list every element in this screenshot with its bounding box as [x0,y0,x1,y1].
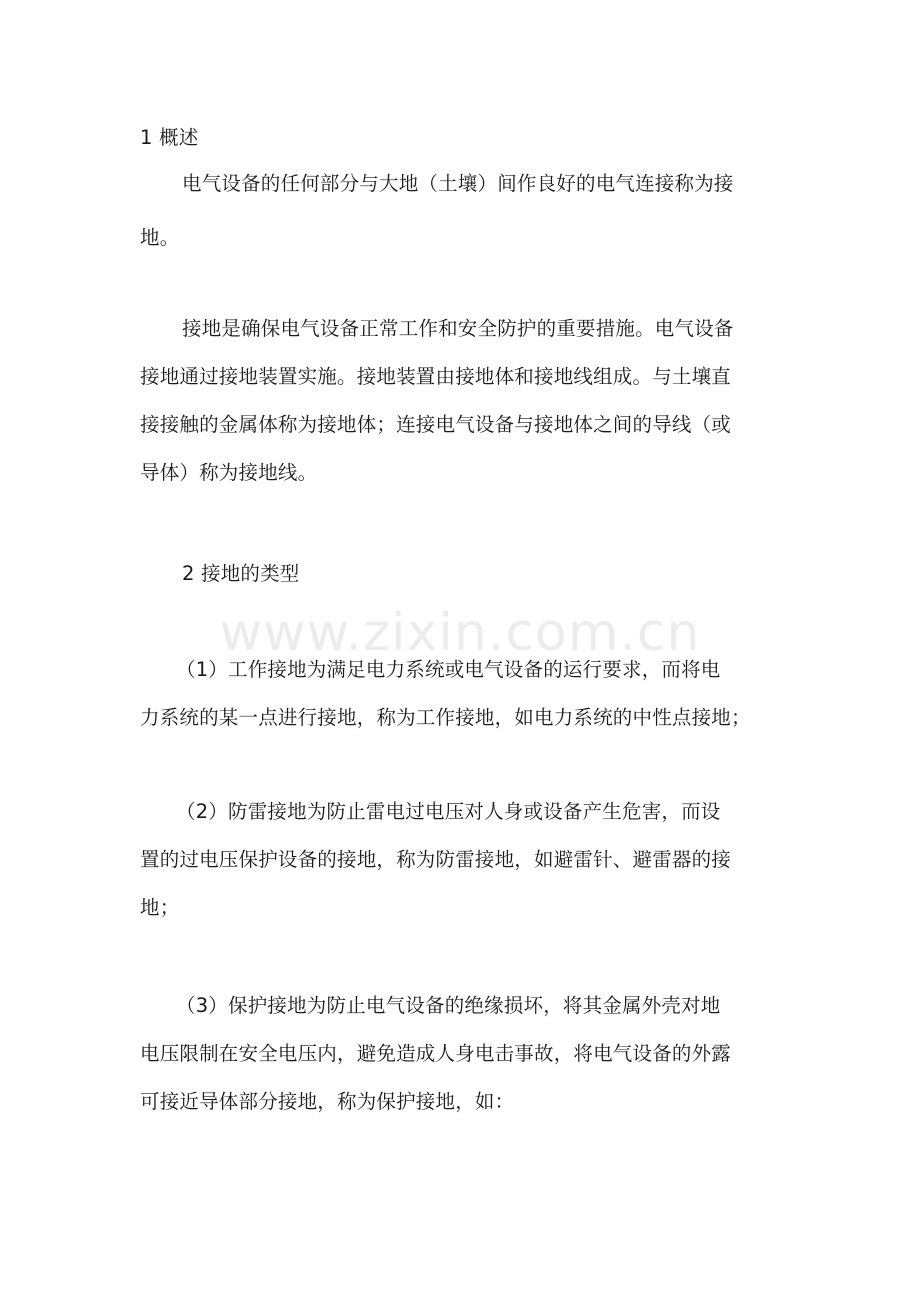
list-item-line: （3）保护接地为防止电气设备的绝缘损坏，将其金属外壳对地 [176,994,721,1017]
paragraph-line: 地。 [140,226,180,249]
watermark: www.zixin.com.cn [219,603,701,663]
list-item-line: 地； [140,896,180,919]
paragraph-line: 接地通过接地装置实施。接地装置由接地体和接地线组成。与土壤直 [140,365,732,388]
list-item-line: 置的过电压保护设备的接地，称为防雷接地，如避雷针、避雷器的接 [140,848,732,871]
list-item-line: （1）工作接地为满足电力系统或电气设备的运行要求，而将电 [176,658,721,681]
paragraph-line: 接地是确保电气设备正常工作和安全防护的重要措施。电气设备 [182,317,734,340]
list-item-line: 电压限制在安全电压内，避免造成人身电击事故，将电气设备的外露 [140,1042,732,1065]
section-heading-overview: 1 概述 [140,126,199,149]
list-item-line: 力系统的某一点进行接地，称为工作接地，如电力系统的中性点接地； [140,706,751,729]
paragraph-line: 电气设备的任何部分与大地（土壤）间作良好的电气连接称为接 [182,172,734,195]
list-item-line: 可接近导体部分接地，称为保护接地，如： [140,1090,515,1113]
paragraph-line: 导体）称为接地线。 [140,461,318,484]
section-heading-types: 2 接地的类型 [182,562,300,585]
list-item-line: （2）防雷接地为防止雷电过电压对人身或设备产生危害，而设 [176,800,721,823]
paragraph-line: 接接触的金属体称为接地体；连接电气设备与接地体之间的导线（或 [140,413,732,436]
